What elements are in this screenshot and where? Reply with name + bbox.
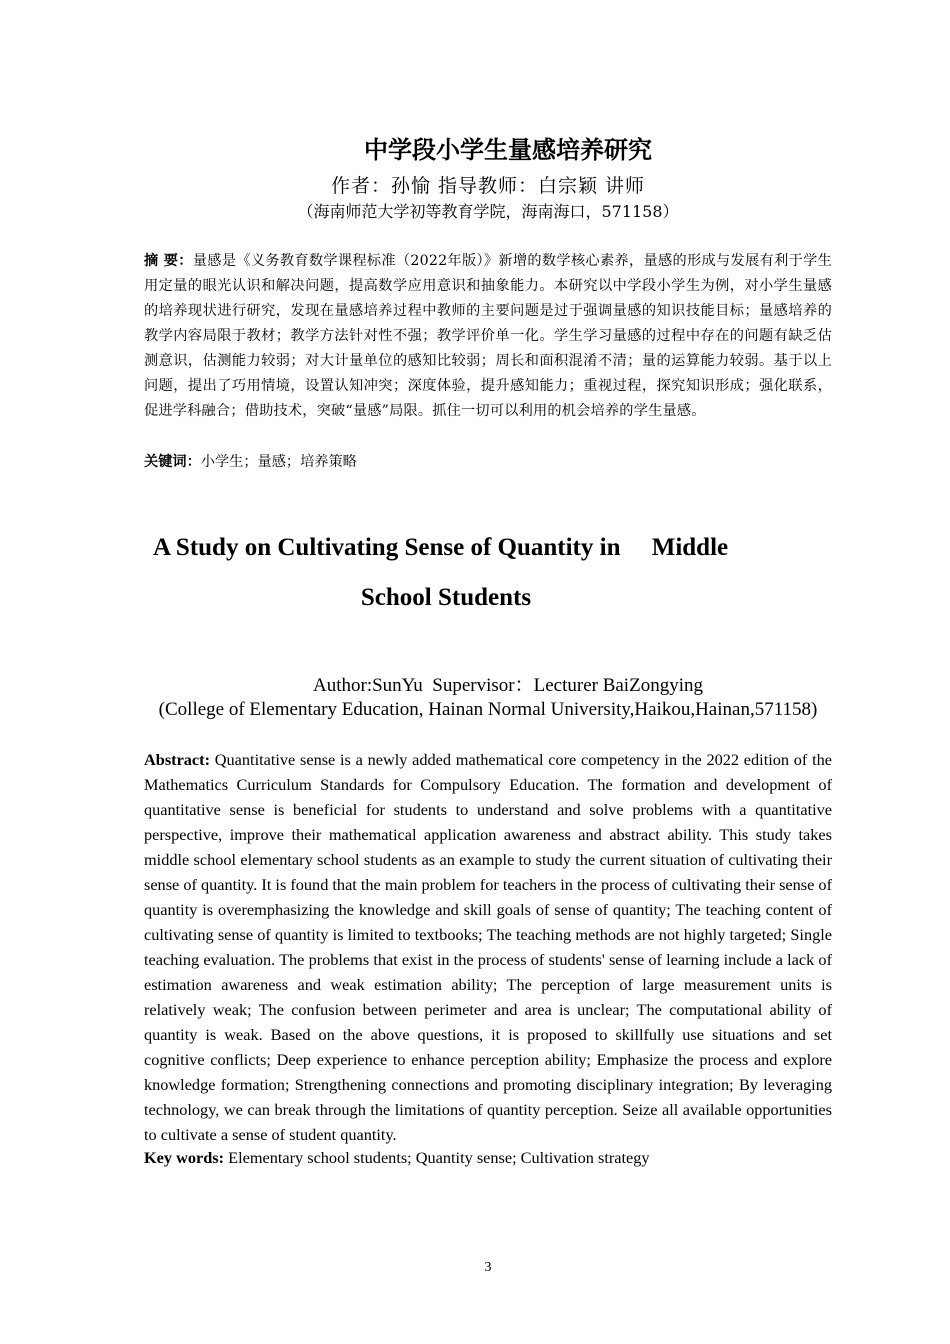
- page-number: 3: [484, 1260, 492, 1275]
- english-abstract: [144, 747, 832, 1147]
- english-author-line: Author:SunYu Supervisor：Lecturer BaiZongying: [313, 675, 703, 696]
- english-abstract-text: Quantitative sense is a newly added mathematical core competency in the 2022 edition of the Mathematics Curriculum Standards for Compulsory Education. The formation and development of quantitative sense is beneficial for students to understand and solve problems with a quantitative perspective, improve their mathematical application awareness and abstract ability. This study takes middle school elementary school students as an example to study the current situation of cultivating their sense of quantity. It is found that the main problem for teachers in the process of cultivating their sense of quantity is overemphasizing the knowledge and skill goals of sense of quantity; The teaching content of cultivating sense of quantity is limited to textbooks; The teaching methods are not highly targeted; Single teaching evaluation. The problems that exist in the process of students' sense of learning include a lack of estimation awareness and weak estimation ability; The perception of large measurement units is relatively weak; The confusion between perimeter and area is unclear; The computational ability of quantity is weak. Based on the above questions, it is proposed to skillfully use situations and set cognitive conflicts; Deep experience to enhance perception ability; Emphasize the process and explore knowledge formation; Strengthening connections and promoting disciplinary integration; By leveraging technology, we can break through the limitations of quantity perception. Seize all available opportunities to cultivate a sense of student quantity.: [144, 750, 832, 1144]
- chinese-keywords-label: 关键词：: [144, 454, 201, 470]
- english-keywords-label: Key words:: [144, 1148, 225, 1167]
- chinese-keywords: [144, 450, 832, 475]
- english-keywords: [144, 1145, 832, 1170]
- chinese-abstract: [144, 249, 832, 424]
- english-keywords-text: Elementary school students; Quantity sense; Cultivation strategy: [228, 1148, 650, 1167]
- english-title-line-1: A Study on Cultivating Sense of Quantity in Middle: [153, 534, 729, 561]
- english-title-line-2: School Students: [360, 584, 532, 611]
- chinese-author-line: 作者：孙愉 指导教师：白宗颖 讲师: [330, 175, 646, 197]
- chinese-affiliation: （海南师范大学初等教育学院，海南海口，571158）: [297, 202, 679, 221]
- chinese-abstract-text: 量感是《义务教育数学课程标准（2022年版）》新增的数学核心素养，量感的形成与发展有利于学生用定量的眼光认识和解决问题，提高数学应用意识和抽象能力。本研究以中学段小学生为例，对小学生量感的培养现状进行研究，发现在量感培养过程中教师的主要问题是过于强调量感的知识技能目标；量感培养的教学内容局限于教材；教学方法针对性不强；教学评价单一化。学生学习量感的过程中存在的问题有缺乏估测意识，估测能力较弱；对大计量单位的感知比较弱；周长和面积混淆不清；量的运算能力较弱。基于以上问题，提出了巧用情境，设置认知冲突；深度体验，提升感知能力；重视过程，探究知识形成；强化联系，促进学科融合；借助技术，突破“量感”局限。抓住一切可以利用的机会培养的学生量感。: [144, 253, 832, 419]
- english-abstract-label: Abstract:: [144, 750, 211, 769]
- chinese-keywords-text: 小学生；量感；培养策略: [200, 454, 357, 470]
- chinese-title: 中学段小学生量感培养研究: [364, 135, 652, 164]
- english-affiliation: (College of Elementary Education, Hainan Normal University,Haikou,Hainan,571158): [158, 699, 818, 720]
- chinese-abstract-label: 摘 要：: [144, 253, 193, 269]
